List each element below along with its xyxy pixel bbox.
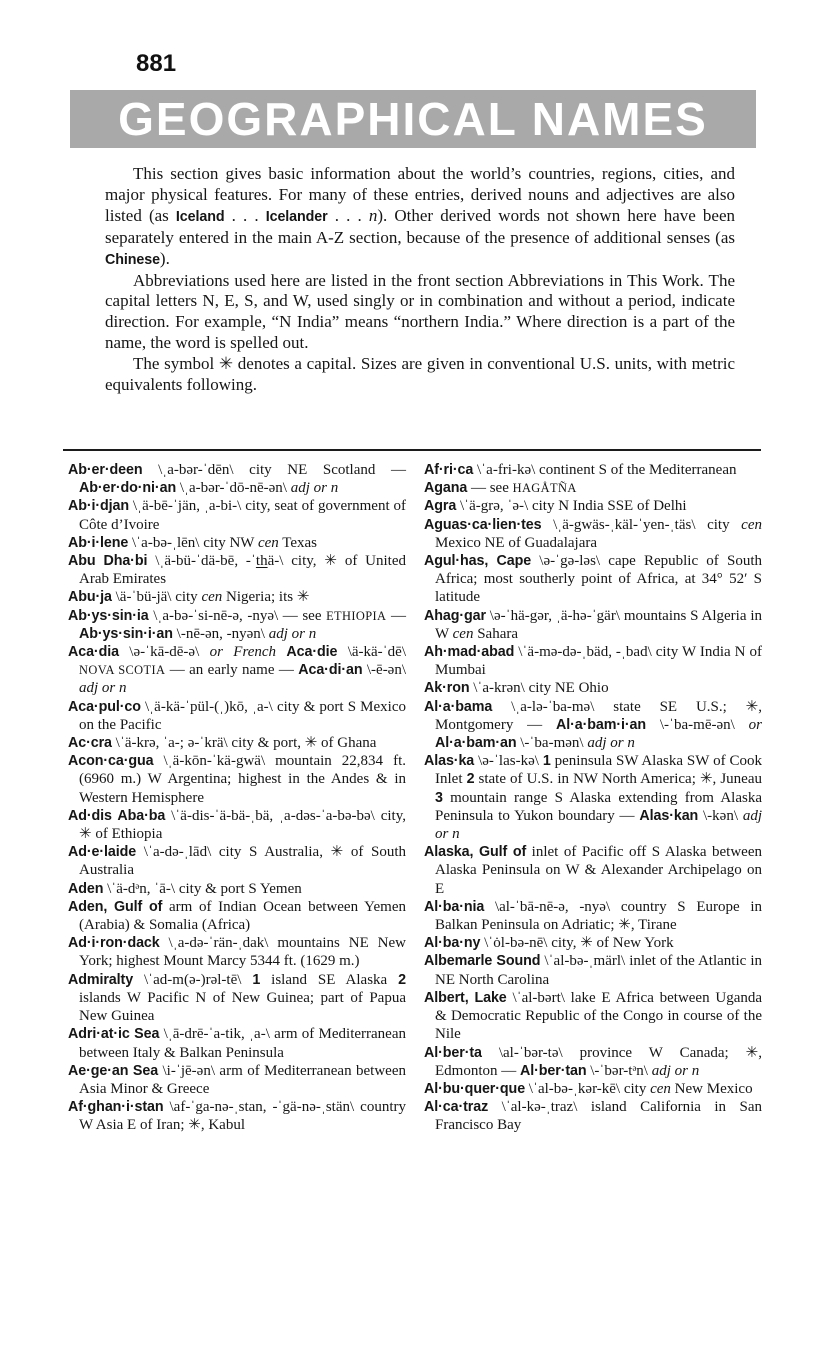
entry-text: This section gives basic information about the world’s countries, regions, cities, and major physical features. For many of these entries, derived nouns and adjectives are also listed (as bbox=[105, 164, 735, 225]
headword: Aden bbox=[68, 880, 104, 897]
entry bbox=[68, 1062, 406, 1098]
entry bbox=[424, 989, 762, 1044]
entry-text: \ˈa-bə-ˌlēn\ city NW bbox=[128, 534, 258, 551]
italic-label: adj or n bbox=[651, 1062, 700, 1079]
cross-reference: HAGÅTÑA bbox=[512, 481, 577, 496]
headword: Ab·er·deen bbox=[68, 462, 143, 478]
entry-text: \ˈȯl-bə-nē\ city, ✳ of New York bbox=[480, 935, 674, 952]
italic-label: n bbox=[368, 205, 378, 225]
cross-reference: ETHIOPIA bbox=[326, 608, 387, 623]
entry bbox=[68, 898, 406, 934]
headword: Ac·cra bbox=[68, 735, 112, 752]
entry bbox=[68, 643, 406, 698]
entry bbox=[424, 607, 762, 643]
entries-column-left bbox=[68, 461, 406, 1135]
entry-text: island SE Alaska bbox=[260, 971, 399, 988]
entry-text: Sahara bbox=[473, 625, 519, 642]
italic-label: cen bbox=[201, 589, 223, 606]
entry-text: \ˌä-gwäs-ˌkäl-ˈyen-ˌtäs\ city bbox=[541, 516, 742, 533]
entry bbox=[424, 679, 762, 697]
headword: Albemarle Sound bbox=[424, 953, 541, 970]
entry-text: \ˈal-bə-ˌmärl\ inlet of the Atlantic in NE North Carolina bbox=[435, 953, 762, 988]
entry-text: \ə-ˈgə-ləs\ cape Republic of South Africa; most southerly point of Africa, at 34° 52′ S latitude bbox=[435, 553, 762, 606]
entry-text: \ˌä-kä-ˈpül-(ˌ)kō, ˌa-\ city & port S Mexico on the Pacific bbox=[79, 698, 406, 733]
entry-text: The symbol ✳ denotes a capital. Sizes are given in conventional U.S. units, with metric equivalents following. bbox=[105, 354, 735, 395]
entry-text: \ˌa-bər-ˈdō-nē-ən\ bbox=[176, 480, 291, 497]
headword: Ak·ron bbox=[424, 680, 470, 697]
headword: Chinese bbox=[105, 251, 160, 268]
page-number: 881 bbox=[136, 50, 177, 77]
entry bbox=[68, 698, 406, 734]
underlined-th: th bbox=[255, 553, 268, 570]
entry bbox=[424, 952, 762, 988]
entry bbox=[424, 1080, 762, 1098]
entry bbox=[68, 752, 406, 807]
intro-paragraph bbox=[105, 164, 735, 271]
headword: Al·ber·tan bbox=[520, 1062, 587, 1079]
headword: Al·a·bam·an bbox=[435, 735, 517, 752]
entry-text: \al-ˈbā-nē-ə, -nyə\ country S Europe in Balkan Peninsula on Adriatic; ✳, Tirane bbox=[435, 898, 762, 934]
entry-text: \ˈä-dis-ˈä-bä-ˌbä, ˌa-dəs-ˈa-bə-bə\ city, ✳ of Ethiopia bbox=[79, 807, 406, 843]
headword: 1 bbox=[252, 971, 261, 988]
italic-label: adj or n bbox=[435, 807, 762, 843]
headword: Al·bu·quer·que bbox=[424, 1080, 526, 1097]
headword: Al·ba·nia bbox=[424, 898, 485, 915]
entry bbox=[68, 807, 406, 843]
entry-text: \-ˈbər-tᵊn\ bbox=[586, 1062, 652, 1079]
italic-label: adj or n bbox=[79, 680, 127, 697]
entry-text: \ˌā-drē-ˈa-tik, ˌa-\ arm of Mediterranean between Italy & Balkan Peninsula bbox=[79, 1026, 406, 1061]
entry-text: \ˌä-kōn-ˈkä-gwä\ mountain 22,834 ft. (6960 m.) W Argentina; highest in the Andes & in Western Hemisphere bbox=[79, 753, 406, 806]
headword: Alaska, Gulf of bbox=[424, 844, 527, 861]
entry-text: \-ˈba-mən\ bbox=[516, 735, 588, 752]
entry bbox=[68, 607, 406, 643]
italic-label: or French bbox=[209, 644, 277, 661]
entry-text: \ˈa-də-ˌlād\ city S Australia, ✳ of South Australia bbox=[79, 844, 406, 879]
headword: Af·ri·ca bbox=[424, 462, 474, 478]
section-banner bbox=[70, 90, 756, 148]
entry-text: \ˈä-mə-də-ˌbäd, -ˌbad\ city W India N of Mumbai bbox=[435, 644, 762, 679]
entry bbox=[424, 497, 762, 515]
entry-text: arm of Indian Ocean between Yemen (Arabia) & Somalia (Africa) bbox=[79, 898, 406, 934]
headword: Ab·i·lene bbox=[68, 534, 129, 551]
entry-text: \ˈä-grə, ˈə-\ city N India SSE of Delhi bbox=[456, 498, 687, 515]
entry-text: \ə-ˈhä-gər, ˌä-hə-ˈgär\ mountains S Algeria in W bbox=[435, 607, 762, 642]
entry bbox=[424, 752, 762, 843]
entry-text: ). bbox=[159, 248, 170, 268]
cross-reference: NOVA SCOTIA bbox=[79, 663, 166, 678]
headword: Al·ber·ta bbox=[424, 1044, 482, 1061]
section-title: GEOGRAPHICAL NAMES bbox=[118, 93, 708, 145]
italic-label: adj or n bbox=[290, 480, 339, 497]
divider-rule bbox=[63, 449, 761, 451]
entry-text: — bbox=[386, 607, 406, 624]
entry bbox=[424, 1044, 762, 1080]
intro-paragraph bbox=[105, 354, 735, 396]
entry bbox=[424, 643, 762, 679]
headword: Aca·di·an bbox=[298, 662, 363, 679]
headword: Aguas·ca·lien·tes bbox=[424, 516, 542, 533]
entry-text: \ə-ˈlas-kə\ bbox=[474, 753, 543, 770]
entry bbox=[68, 588, 406, 606]
headword: Agul·has, Cape bbox=[424, 553, 532, 570]
entry bbox=[424, 898, 762, 934]
entry-text: \ˈä-dᵊn, ˈā-\ city & port S Yemen bbox=[103, 880, 302, 897]
entry bbox=[424, 479, 762, 497]
headword: Ab·er·do·ni·an bbox=[79, 480, 177, 497]
headword: Abu·ja bbox=[68, 589, 112, 606]
headword: Agana bbox=[424, 480, 468, 497]
entry-text: \ˌä-bē-ˈjän, ˌa-bi-\ city, seat of government of Côte d’Ivoire bbox=[79, 498, 406, 533]
headword: Ah·mad·abad bbox=[424, 644, 515, 661]
entry bbox=[68, 843, 406, 879]
headword: Abu Dha·bi bbox=[68, 553, 148, 570]
entry-text bbox=[276, 644, 286, 660]
entry bbox=[68, 880, 406, 898]
entry-text: \ˌä-bü-ˈdä-bē, -ˈ bbox=[147, 553, 256, 570]
headword: Ahag·gar bbox=[424, 607, 486, 624]
entry bbox=[68, 1025, 406, 1061]
headword: Ab·ys·sin·i·an bbox=[79, 625, 173, 642]
entry bbox=[424, 461, 762, 479]
headword: 1 bbox=[542, 753, 551, 770]
entry-text: \al-ˈbər-tə\ province W Canada; ✳, Edmonton — bbox=[435, 1044, 762, 1079]
italic-label: adj or n bbox=[587, 735, 635, 752]
entry-text: \af-ˈga-nə-ˌstan, -ˈgä-nə-ˌstän\ country W Asia E of Iran; ✳, Kabul bbox=[79, 1099, 406, 1134]
entry-text: \ˈad-m(ə-)rəl-tē\ bbox=[133, 971, 253, 988]
headword: Icelander bbox=[265, 208, 328, 225]
entry-text: \ä-kä-ˈdē\ bbox=[337, 644, 406, 661]
entry bbox=[68, 552, 406, 588]
entry-text: — see bbox=[467, 480, 513, 497]
entry-text: \ˌa-lə-ˈba-mə\ state SE U.S.; ✳, Montgomery — bbox=[435, 698, 762, 733]
entry bbox=[68, 734, 406, 752]
entry bbox=[424, 698, 762, 753]
headword: Aca·pul·co bbox=[68, 698, 141, 715]
headword: Al·ca·traz bbox=[424, 1099, 489, 1116]
entry bbox=[68, 971, 406, 1026]
headword: Al·a·bam·i·an bbox=[555, 716, 647, 733]
entry-text: Texas bbox=[278, 534, 318, 551]
headword: 2 bbox=[398, 971, 406, 988]
entry-text: \-ē-ən\ bbox=[362, 662, 407, 679]
entry-text: \-nē-ən, -nyən\ bbox=[172, 625, 269, 642]
italic-label: cen bbox=[650, 1080, 671, 1097]
entry-text: \-ˈba-mē-ən\ bbox=[646, 716, 749, 733]
headword: Admiralty bbox=[68, 971, 134, 988]
headword: Al·a·bama bbox=[424, 698, 493, 715]
headword: Af·ghan·i·stan bbox=[68, 1099, 164, 1116]
entry-text: Mexico NE of Guadalajara bbox=[435, 534, 598, 551]
headword: Aca·die bbox=[286, 644, 338, 661]
headword: Adri·at·ic Sea bbox=[68, 1026, 160, 1043]
entry bbox=[424, 934, 762, 952]
headword: Albert, Lake bbox=[424, 989, 507, 1006]
entries-column-right bbox=[424, 461, 762, 1135]
italic-label: or bbox=[748, 716, 762, 733]
entry-text: \ˈa-fri-kə\ continent S of the Mediterranean bbox=[473, 462, 737, 478]
entry-text: \ä-ˈbü-jä\ city bbox=[111, 589, 202, 606]
headword: Ab·i·djan bbox=[68, 498, 130, 515]
intro-text-block bbox=[105, 164, 735, 396]
headword: Alas·ka bbox=[424, 753, 475, 770]
entry-text: \ˌa-bər-ˈdēn\ city NE Scotland — bbox=[142, 462, 406, 478]
headword: Alas·kan bbox=[639, 807, 699, 824]
entry bbox=[424, 1098, 762, 1134]
entry bbox=[68, 461, 406, 497]
headword: Al·ba·ny bbox=[424, 935, 481, 952]
italic-label: cen bbox=[452, 625, 474, 642]
entry-text: ). Other derived words not shown here have been separately entered in the main A-Z section, because of the presence of additional senses (as bbox=[105, 205, 736, 247]
entry-text: \i-ˈjē-ən\ arm of Mediterranean between Asia Minor & Greece bbox=[79, 1062, 406, 1097]
entry bbox=[424, 516, 762, 552]
entry-text: \ə-ˈkā-dē-ə\ bbox=[118, 644, 210, 661]
italic-label: cen bbox=[257, 534, 279, 551]
entry bbox=[68, 497, 406, 533]
entry-text: state of U.S. in NW North America; ✳, Juneau bbox=[474, 771, 762, 788]
headword: Aden, Gulf of bbox=[68, 898, 163, 915]
entry-text: \-kən\ bbox=[698, 807, 743, 824]
entry bbox=[424, 843, 762, 898]
italic-label: adj or n bbox=[268, 625, 317, 642]
headword: Aca·dia bbox=[68, 644, 119, 661]
headword: Ad·i·ron·dack bbox=[68, 935, 160, 952]
headword: Agra bbox=[424, 498, 457, 515]
headword: Ad·dis Aba·ba bbox=[68, 807, 166, 824]
headword: 2 bbox=[466, 771, 475, 788]
entry-text: inlet of Pacific off S Alaska between Alaska Peninsula on W & Alexander Archipelago on E bbox=[435, 844, 762, 897]
entry-text: \ˈal-bərt\ lake E Africa between Uganda & Democratic Republic of the Congo in course of the Nile bbox=[435, 989, 763, 1043]
entry-text: mountain range S Alaska extending from Alaska Peninsula to Yukon boundary — bbox=[435, 789, 762, 824]
headword: Ad·e·laide bbox=[68, 844, 137, 861]
entry-text: \ˈal-kə-ˌtraz\ island California in San Francisco Bay bbox=[435, 1099, 762, 1134]
entry-text: \ˌa-də-ˈrän-ˌdak\ mountains NE New York; highest Mount Marcy 5344 ft. (1629 m.) bbox=[79, 935, 406, 970]
italic-label: cen bbox=[741, 516, 762, 533]
entry-text: Abbreviations used here are listed in the front section Abbreviations in This Work. The capital letters N, E, S, and W, used singly or in combination and without a period, indicate direction. For example, “N India” means “northern India.” Where direction is a part of the name, the word is spelled out. bbox=[105, 270, 735, 353]
entry bbox=[68, 934, 406, 970]
headword: Acon·ca·gua bbox=[68, 753, 154, 770]
entry-text: \ˈä-krə, ˈa-; ə-ˈkrä\ city & port, ✳ of Ghana bbox=[111, 735, 377, 752]
entry-text: . . . bbox=[224, 205, 266, 225]
entry-text: Nigeria; its ✳ bbox=[222, 589, 310, 606]
entry-text: . . . bbox=[327, 205, 369, 225]
entry-text: — an early name — bbox=[165, 662, 299, 679]
entry-text: \ˌa-bə-ˈsi-nē-ə, -nyə\ — see bbox=[148, 607, 327, 624]
entry-text: \ˈal-bə-ˌkər-kē\ city bbox=[525, 1080, 651, 1097]
entry-text: ä-\ city, ✳ of United Arab Emirates bbox=[79, 553, 406, 588]
entry bbox=[424, 552, 762, 607]
headword: Iceland bbox=[175, 208, 225, 225]
headword: Ab·ys·sin·ia bbox=[68, 607, 149, 624]
headword: 3 bbox=[435, 789, 443, 806]
entry-text: peninsula SW Alaska SW of Cook Inlet bbox=[435, 753, 762, 788]
entry bbox=[68, 534, 406, 552]
entry-text: New Mexico bbox=[670, 1080, 753, 1097]
headword: Ae·ge·an Sea bbox=[68, 1062, 159, 1079]
entry-text: islands W Pacific N of New Guinea; part of Papua New Guinea bbox=[79, 989, 406, 1025]
intro-paragraph bbox=[105, 271, 735, 355]
entry bbox=[68, 1098, 406, 1134]
entry-text: \ˈa-krən\ city NE Ohio bbox=[469, 680, 609, 697]
